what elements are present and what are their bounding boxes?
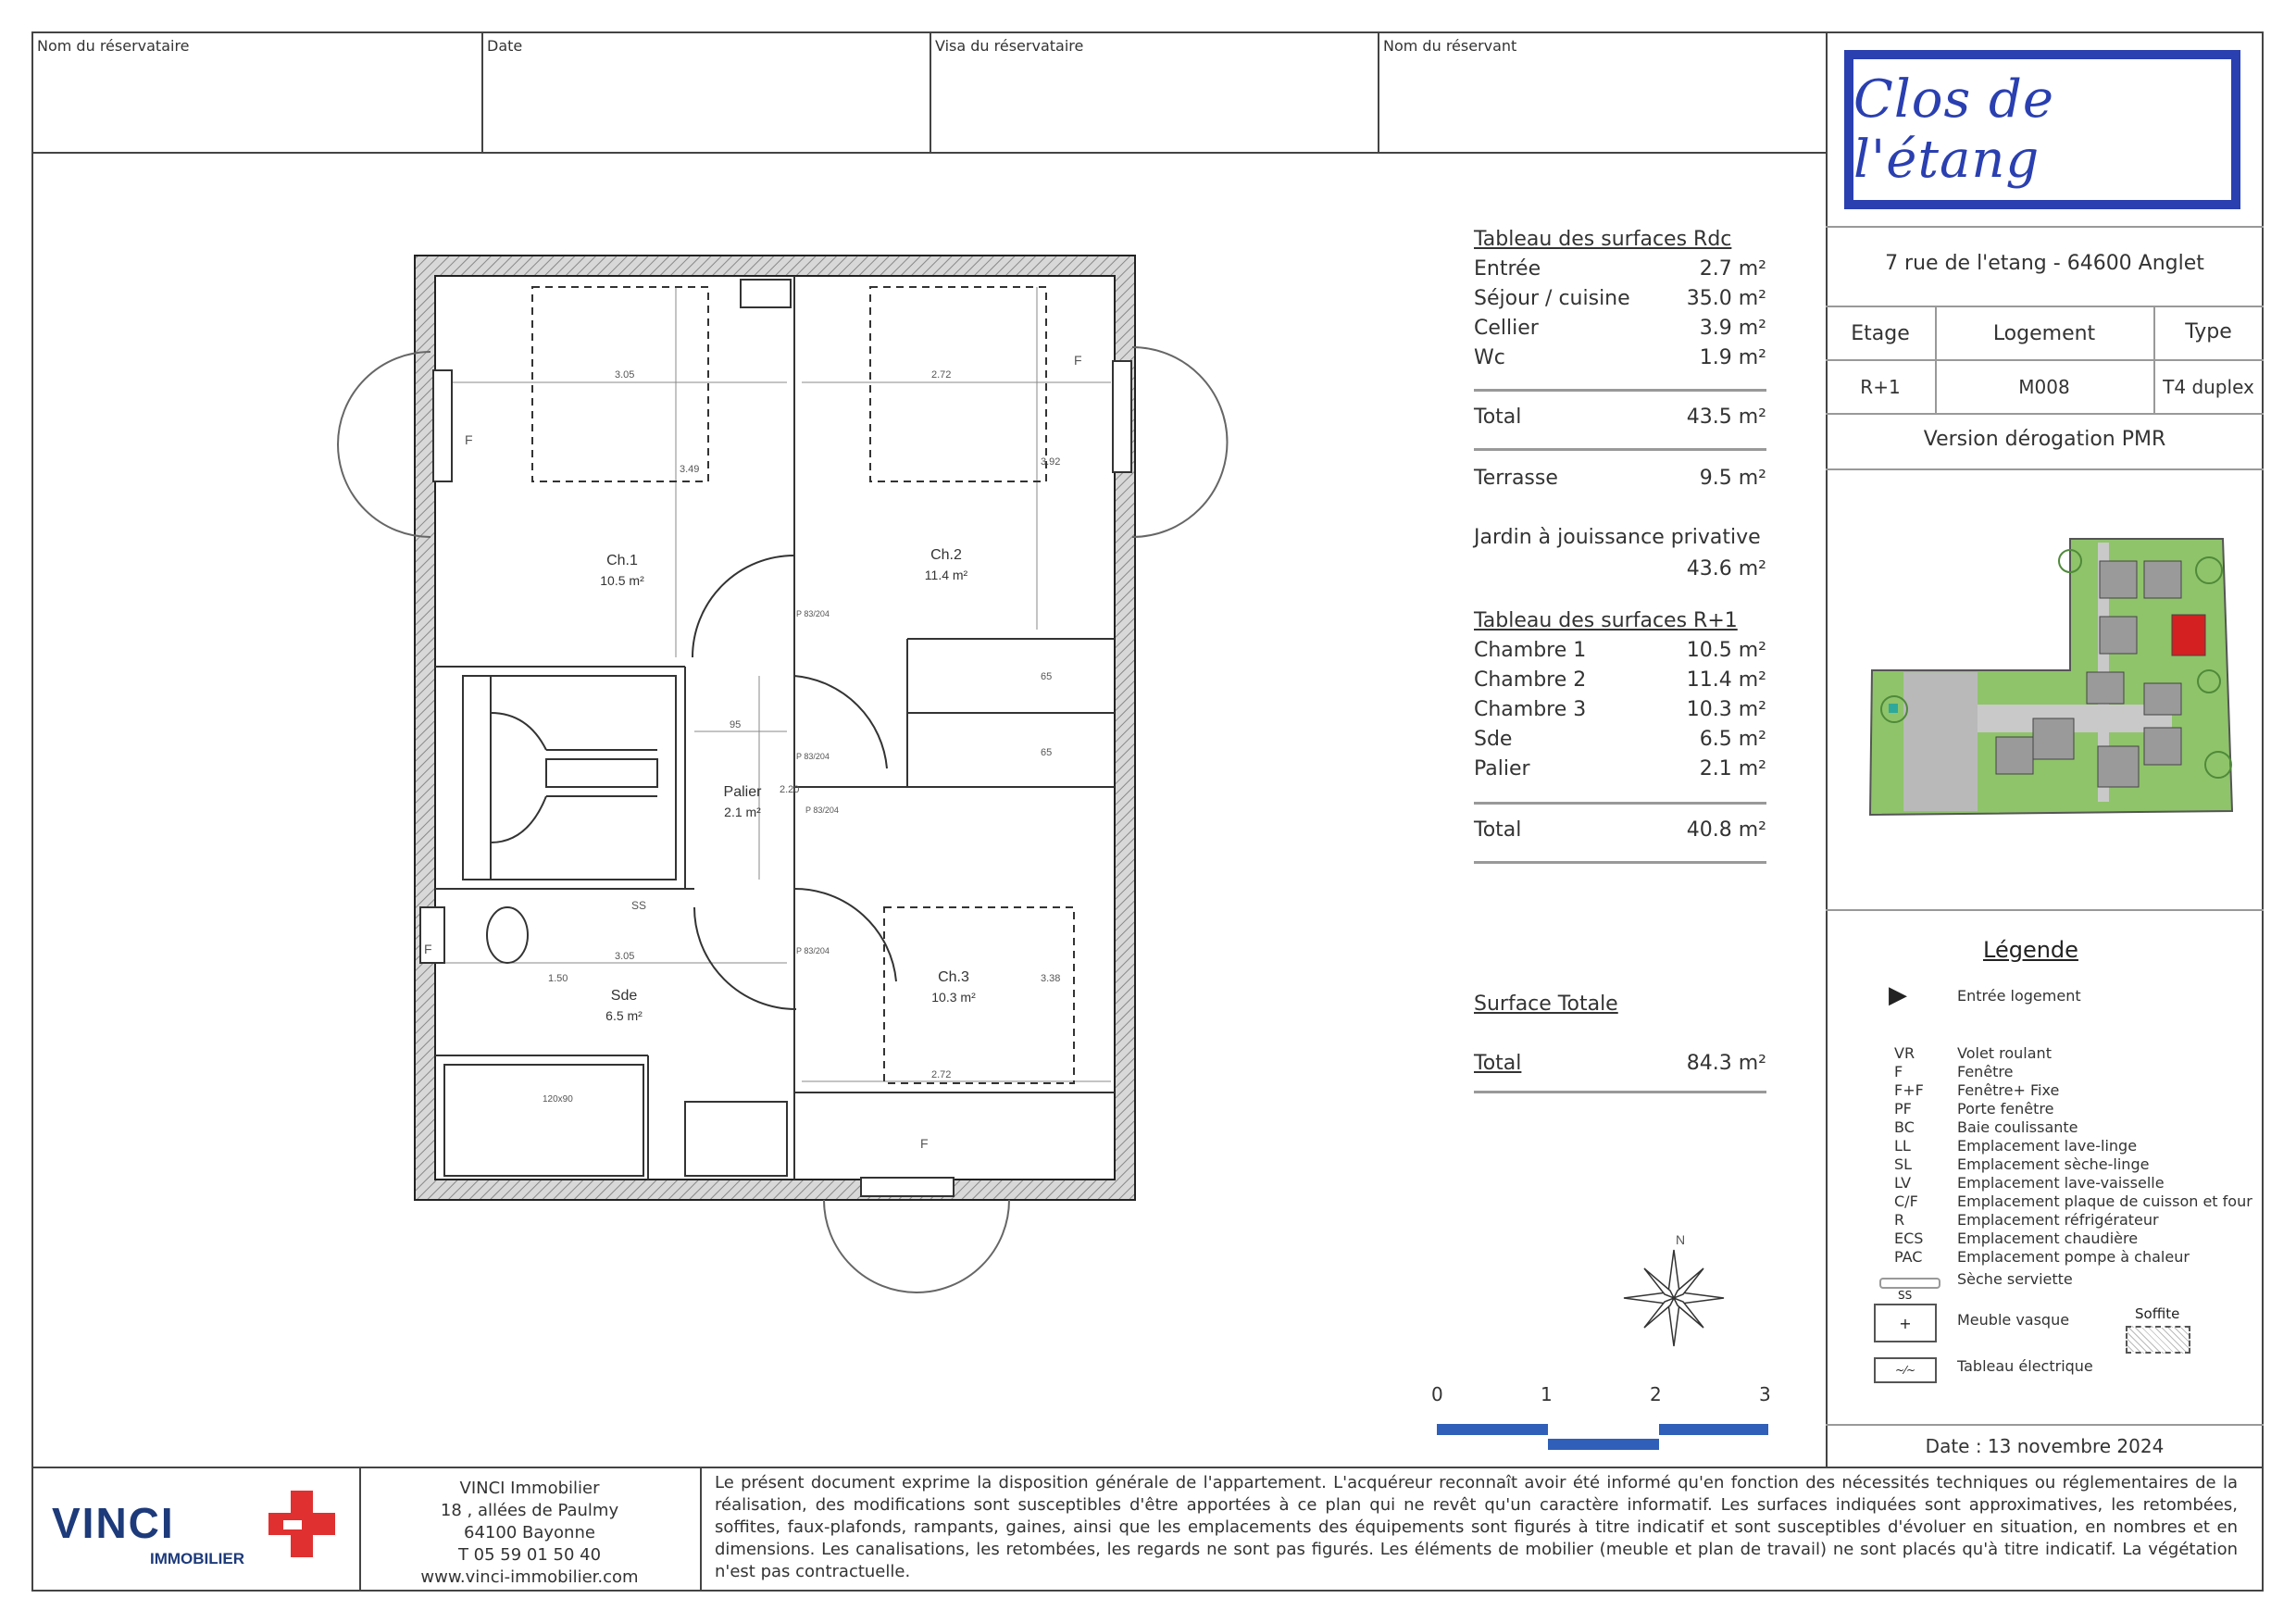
surface-value: 10.3 m²: [1686, 698, 1766, 721]
legend-desc: Emplacement pompe à chaleur: [1957, 1248, 2190, 1266]
project-title: Clos de l'étang: [1853, 69, 2054, 190]
surface-label: Chambre 3: [1474, 698, 1587, 721]
dimension-label: 2.20: [780, 784, 800, 795]
surface-label: Palier: [1474, 757, 1530, 780]
surface-row: [1474, 668, 1766, 692]
surface-row: [1474, 257, 1766, 281]
window-label: F: [920, 1136, 929, 1151]
surfaces-rdc-heading: Tableau des surfaces Rdc: [1474, 228, 1732, 251]
jardin-row: [1474, 557, 1766, 581]
room-sde-area: 6.5 m²: [605, 1008, 643, 1023]
room-ch3-area: 10.3 m²: [931, 990, 976, 1005]
sig-field-date: Date: [487, 37, 523, 55]
sig-field-reservant: Nom du réservant: [1383, 37, 1517, 55]
legend-soffite: Soffite: [2135, 1305, 2180, 1322]
surface-value: 84.3 m²: [1686, 1052, 1766, 1075]
surface-label: Total: [1474, 1052, 1522, 1075]
room-sde-name: Sde: [610, 988, 638, 1004]
surface-label: Sde: [1474, 728, 1513, 751]
surface-row: [1474, 728, 1766, 751]
room-palier-area: 2.1 m²: [724, 805, 761, 819]
dimension-label: 2.72: [931, 1069, 952, 1080]
surface-totale-heading: Surface Totale: [1474, 993, 1618, 1016]
surface-value: 11.4 m²: [1686, 668, 1766, 692]
surface-label: Cellier: [1474, 317, 1539, 340]
rule: [1474, 448, 1766, 451]
legend-code: PAC: [1894, 1248, 1923, 1266]
legend-desc: Porte fenêtre: [1957, 1100, 2054, 1117]
north-arrow-icon: [1618, 1231, 1729, 1361]
window-label: F: [424, 942, 432, 956]
dimension-label: 2.72: [931, 369, 952, 381]
company-address2: 64100 Bayonne: [464, 1523, 595, 1542]
surface-grand-total-row: [1474, 1052, 1766, 1075]
rule: [1474, 861, 1766, 864]
surface-value: 40.8 m²: [1686, 818, 1766, 842]
room-ch1-area: 10.5 m²: [600, 573, 644, 588]
soffite-icon: [2126, 1326, 2190, 1354]
dimension-label: 3.92: [1041, 456, 1061, 468]
surface-value: 6.5 m²: [1699, 728, 1766, 751]
surface-row: [1474, 698, 1766, 721]
rule: [1474, 802, 1766, 805]
surface-label: Chambre 1: [1474, 639, 1587, 662]
surface-total-row: [1474, 818, 1766, 842]
surface-row: [1474, 639, 1766, 662]
sig-divider: [930, 31, 931, 152]
legend-code: BC: [1894, 1118, 1915, 1136]
legend-code: ECS: [1894, 1230, 1924, 1247]
legend-code: R: [1894, 1211, 1905, 1229]
header-type: Type: [2185, 320, 2232, 343]
dimension-label: 65: [1041, 671, 1053, 682]
surface-value: 1.9 m²: [1699, 346, 1766, 369]
legend-desc: Volet roulant: [1957, 1044, 2052, 1062]
footer-company: [359, 1478, 700, 1589]
svg-text:N: N: [1676, 1232, 1686, 1247]
surface-value: 9.5 m²: [1699, 467, 1766, 490]
company-name: VINCI Immobilier: [459, 1479, 600, 1498]
project-title-box: [1844, 50, 2240, 209]
entry-arrow-icon: ▶: [1889, 981, 1907, 1009]
terrasse-row: [1474, 467, 1766, 490]
dimension-label: 3.38: [1041, 973, 1061, 984]
surface-value: 43.5 m²: [1686, 406, 1766, 429]
vinci-logo-subtext: IMMOBILIER: [150, 1550, 244, 1567]
surface-row: [1474, 287, 1766, 310]
surface-label: Chambre 2: [1474, 668, 1587, 692]
legend-code: LL: [1894, 1137, 1911, 1155]
room-palier-name: Palier: [723, 784, 762, 800]
date-label: Date : 13 novembre 2024: [1925, 1435, 2165, 1457]
divider: [1826, 468, 2264, 470]
legend-desc: Emplacement lave-linge: [1957, 1137, 2138, 1155]
legend-tableau-electrique: Tableau électrique: [1957, 1357, 2093, 1375]
rule: [1474, 1091, 1766, 1093]
address: 7 rue de l'etang - 64600 Anglet: [1885, 252, 2204, 275]
legend-desc: Emplacement réfrigérateur: [1957, 1211, 2159, 1229]
window-label: F: [465, 432, 473, 447]
header-divider: [31, 152, 1826, 154]
company-address1: 18 , allées de Paulmy: [440, 1501, 619, 1520]
scale-tick: 1: [1541, 1383, 1553, 1405]
seche-serviette-icon: [1879, 1278, 1940, 1289]
scale-tick: 3: [1759, 1383, 1771, 1405]
shower-label: 120x90: [543, 1094, 573, 1105]
dimension-label: 3.05: [615, 951, 635, 962]
sig-divider: [481, 31, 483, 152]
legend-desc: Emplacement plaque de cuisson et four: [1957, 1192, 2252, 1210]
divider: [1826, 909, 2264, 911]
surface-row: [1474, 757, 1766, 780]
legend-seche-serviette: Sèche serviette: [1957, 1270, 2073, 1288]
value-logement: M008: [2018, 376, 2070, 398]
seche-serviette-label: SS: [631, 899, 647, 912]
room-ch3-name: Ch.3: [938, 969, 969, 985]
surface-total-row: [1474, 406, 1766, 429]
surface-value: 2.1 m²: [1699, 757, 1766, 780]
surface-value: 3.9 m²: [1699, 317, 1766, 340]
surface-value: 2.7 m²: [1699, 257, 1766, 281]
window-label: F: [1074, 353, 1082, 368]
scale-segment: [1659, 1424, 1768, 1435]
legend-code: PF: [1894, 1100, 1912, 1117]
dimension-label: 65: [1041, 747, 1053, 758]
legend-code: SL: [1894, 1155, 1913, 1173]
meuble-vasque-icon: +: [1874, 1304, 1937, 1342]
legend-desc: Baie coulissante: [1957, 1118, 2078, 1136]
footer-divider: [31, 1467, 2264, 1468]
dimension-label: 3.05: [615, 369, 635, 381]
dimension-label: 1.50: [548, 973, 568, 984]
surfaces-r1-heading: Tableau des surfaces R+1: [1474, 609, 1738, 632]
footer-divider: [700, 1467, 702, 1592]
surface-label: Terrasse: [1474, 467, 1558, 490]
legend-code: C/F: [1894, 1192, 1918, 1210]
legend-desc: Emplacement lave-vaisselle: [1957, 1174, 2165, 1192]
version-note: Version dérogation PMR: [1923, 428, 2166, 451]
company-phone: T 05 59 01 50 40: [457, 1545, 602, 1565]
surface-label: Total: [1474, 818, 1522, 842]
row-divider: [1826, 359, 2264, 361]
header-etage: Etage: [1851, 322, 1910, 345]
right-column-divider: [1826, 31, 1828, 1467]
surface-label: Wc: [1474, 346, 1505, 369]
scale-tick: 2: [1650, 1383, 1662, 1405]
rule: [1474, 389, 1766, 392]
legend-code: F: [1894, 1063, 1903, 1080]
tableau-electrique-icon: ~⁄~: [1874, 1357, 1937, 1383]
door-label: P 83/204: [796, 946, 830, 955]
dimension-label: 95: [730, 719, 742, 730]
surface-value: 35.0 m²: [1686, 287, 1766, 310]
legend-desc: Emplacement sèche-linge: [1957, 1155, 2150, 1173]
sig-field-visa: Visa du réservataire: [935, 37, 1084, 55]
room-ch2-area: 11.4 m²: [924, 568, 968, 582]
highlighted-unit: [2172, 615, 2205, 655]
surface-label: Séjour / cuisine: [1474, 287, 1630, 310]
dimension-label: 3.49: [680, 464, 700, 475]
surface-value: 10.5 m²: [1686, 639, 1766, 662]
company-website[interactable]: www.vinci-immobilier.com: [420, 1567, 639, 1587]
divider: [1826, 226, 2264, 228]
surface-label: Entrée: [1474, 257, 1541, 281]
vinci-logo-mark: [263, 1485, 341, 1563]
jardin-label: Jardin à jouissance privative: [1474, 526, 1761, 549]
vinci-logo-text: VINCI: [52, 1499, 175, 1547]
legend-desc: Emplacement chaudière: [1957, 1230, 2139, 1247]
legend-code: LV: [1894, 1174, 1912, 1192]
surface-value: 43.6 m²: [1686, 557, 1766, 581]
sig-field-reservataire: Nom du réservataire: [37, 37, 190, 55]
scale-segment: [1548, 1439, 1659, 1450]
floor-plan: [306, 231, 1250, 1342]
door-label: P 83/204: [796, 752, 830, 761]
surface-label: Total: [1474, 406, 1522, 429]
door-label: P 83/204: [796, 609, 830, 618]
scale-segment: [1437, 1424, 1548, 1435]
legend-meuble-vasque: Meuble vasque: [1957, 1311, 2070, 1329]
legend-heading: Légende: [1983, 937, 2078, 963]
value-type: T4 duplex: [2163, 376, 2254, 398]
room-ch2-name: Ch.2: [930, 547, 962, 563]
scale-tick: 0: [1431, 1383, 1443, 1405]
door-label: P 83/204: [805, 805, 839, 815]
legend-code: VR: [1894, 1044, 1915, 1062]
legend-entry-label: Entrée logement: [1957, 987, 2081, 1005]
surface-row: [1474, 317, 1766, 340]
site-plan-map: [1866, 533, 2237, 820]
value-etage: R+1: [1860, 376, 1901, 398]
room-ch1-name: Ch.1: [606, 553, 638, 568]
ss-code: SS: [1898, 1289, 1913, 1302]
divider: [1826, 306, 2264, 307]
divider: [1826, 1424, 2264, 1426]
surface-row: [1474, 346, 1766, 369]
disclaimer-text: Le présent document exprime la disposition générale de l'appartement. L'acquéreur reconnaît avoir été informé qu'en fonction des nécessités techniques ou réglementaires de la réalisation, des modifications sont susceptibles d'être apportées à ce plan qui ne revêt qu'un caractère informatif. Les surfaces indiquées sont approximatives, les retombées, soffites, faux-plafonds, rampants, gaines, ainsi que les emplacements des équipements sont figurés à titre indicatif et sont susceptibles d'évoluer en situation, en nombres et en dimensions. Les canalisations, les retombées, les regards ne sont pas figurés. Les éléments de mobilier (meuble et plan de travail) ne sont placés qu'à titre indicatif. La végétation n'est pas contractuelle.: [715, 1473, 2238, 1581]
legend-desc: Fenêtre+ Fixe: [1957, 1081, 2060, 1099]
legend-code: F+F: [1894, 1081, 1924, 1099]
sig-divider: [1378, 31, 1379, 152]
row-divider: [1826, 413, 2264, 415]
legend-desc: Fenêtre: [1957, 1063, 2014, 1080]
header-logement: Logement: [1992, 322, 2096, 345]
